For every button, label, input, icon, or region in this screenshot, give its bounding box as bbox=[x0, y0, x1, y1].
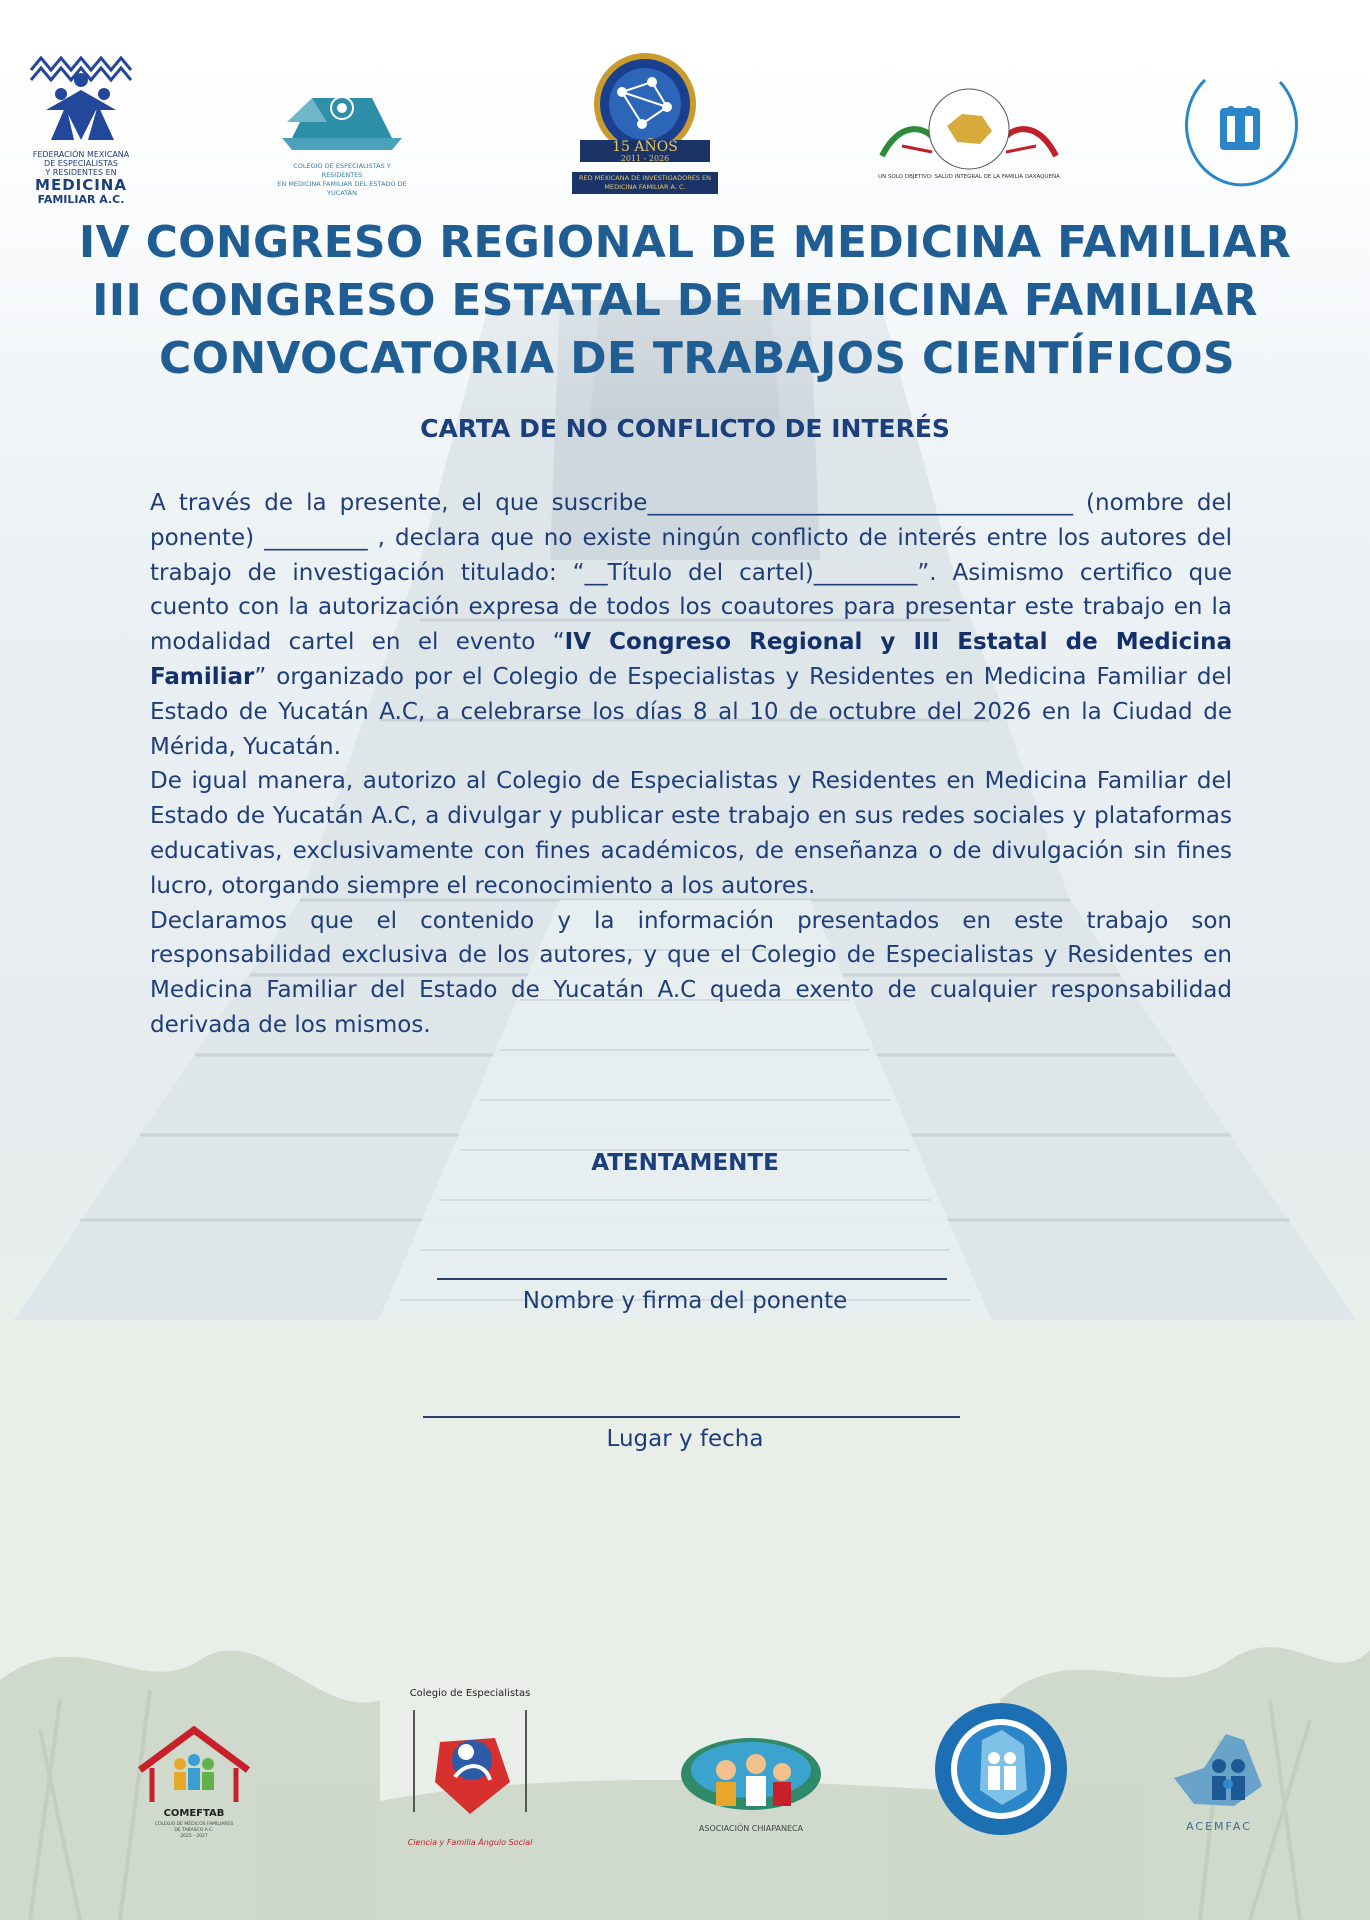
signature-label: Nombre y firma del ponente bbox=[522, 1288, 848, 1314]
quintana-roo-seal-icon bbox=[932, 1700, 1070, 1838]
chiapas-map-emblem-icon bbox=[400, 1702, 540, 1842]
asociacion-chiapaneca-logo: ASOCIACIÓN CHIAPANECA bbox=[676, 1722, 826, 1840]
medical-team-illustration-icon bbox=[676, 1722, 826, 1820]
title-line-1: IV CONGRESO REGIONAL DE MEDICINA FAMILIAR bbox=[78, 217, 1292, 268]
comeftab-logo: COMEFTAB COLEGIO DE MÉDICOS FAMILIARES DE TABASCO A.C. 2025 - 2027 bbox=[134, 1726, 254, 1846]
colegio-quintana-roo-logo bbox=[932, 1700, 1070, 1838]
closing-salutation: ATENTAMENTE bbox=[591, 1150, 779, 1176]
family-map-icon bbox=[1164, 1726, 1274, 1816]
signature-line bbox=[437, 1278, 947, 1280]
family-figures-icon bbox=[26, 50, 136, 145]
place-date-line bbox=[423, 1416, 960, 1418]
event-name: IV Congreso Regional y III Estatal de Medicina Familiar bbox=[150, 629, 1233, 690]
paragraph-responsibility: Declaramos que el contenido y la información presentados en este trabajo son responsabilidad exclusiva de los autores, y que el Colegio de Especialistas y Residentes en Medicina Familiar del Estado de Yucatán A.C queda exento de cualquier responsabilidad derivada de los mismos. bbox=[150, 907, 1232, 1038]
place-date-label: Lugar y fecha bbox=[606, 1426, 764, 1452]
letter-subtitle: CARTA DE NO CONFLICTO DE INTERÉS bbox=[420, 414, 950, 443]
colegio-chiapas-logo: Colegio de Especialistas Ciencia y Familia Ángulo Social bbox=[400, 1688, 540, 1858]
colegio-yucatan-logo: COLEGIO DE ESPECIALISTAS Y RESIDENTES EN MEDICINA FAMILIAR DEL ESTADO DE YUCATÁN bbox=[272, 78, 412, 188]
oaxaca-association-logo: UN SOLO OBJETIVO: SALUD INTEGRAL DE LA FAMILIA OAXAQUEÑA bbox=[872, 86, 1066, 190]
oaxaca-map-emblem-icon bbox=[872, 86, 1066, 172]
red-investigadores-logo: 15 AÑOS 2011 - 2026 RED MEXICANA DE INVESTIGADORES EN MEDICINA FAMILIAR A. C. bbox=[572, 52, 718, 200]
letter-body bbox=[150, 486, 1232, 1043]
consejo-mexicano-logo bbox=[1180, 60, 1300, 200]
title-line-2: III CONGRESO ESTATAL DE MEDICINA FAMILIAR bbox=[92, 275, 1258, 326]
acemfac-logo: ACEMFAC bbox=[1164, 1726, 1274, 1838]
paragraph-authorization: De igual manera, autorizo al Colegio de Especialistas y Residentes en Medicina Familiar del Estado de Yucatán A.C, a divulgar y publicar este trabajo en sus redes sociales y plataformas educativas, exclusivamente con fines académicos, de enseñanza o de divulgación sin fines lucro, otorgando siempre el reconocimiento a los autores. bbox=[150, 768, 1232, 899]
title-line-3: CONVOCATORIA DE TRABAJOS CIENTÍFICOS bbox=[159, 333, 1235, 384]
certification-seal-icon bbox=[1180, 60, 1300, 200]
house-family-icon bbox=[134, 1726, 254, 1808]
paragraph-declaration: A través de la presente, el que suscribe_____________________________________ (nombre del ponente) _________ , declara que no existe ningún conflicto de interés entre los autores del trabajo de investigación titulado: “__Título del cartel)_________”. Asimismo certifico que cuento con la autorización expresa de todos los coautores para presentar este trabajo en la modalidad cartel en el evento “IV Congreso Regional y III Estatal de Medicina Familiar” organizado por el Colegio de Especialistas y Residentes en Medicina Familiar del Estado de Yucatán A.C, a celebrarse los días 8 al 10 de octubre del 2026 en la Ciudad de Mérida, Yucatán. bbox=[150, 490, 1233, 760]
pyramid-emblem-icon bbox=[272, 78, 412, 160]
fmerm-logo: FEDERACIÓN MEXICANA DE ESPECIALISTAS Y RESIDENTES EN MEDICINA FAMILIAR A.C. bbox=[26, 50, 136, 210]
